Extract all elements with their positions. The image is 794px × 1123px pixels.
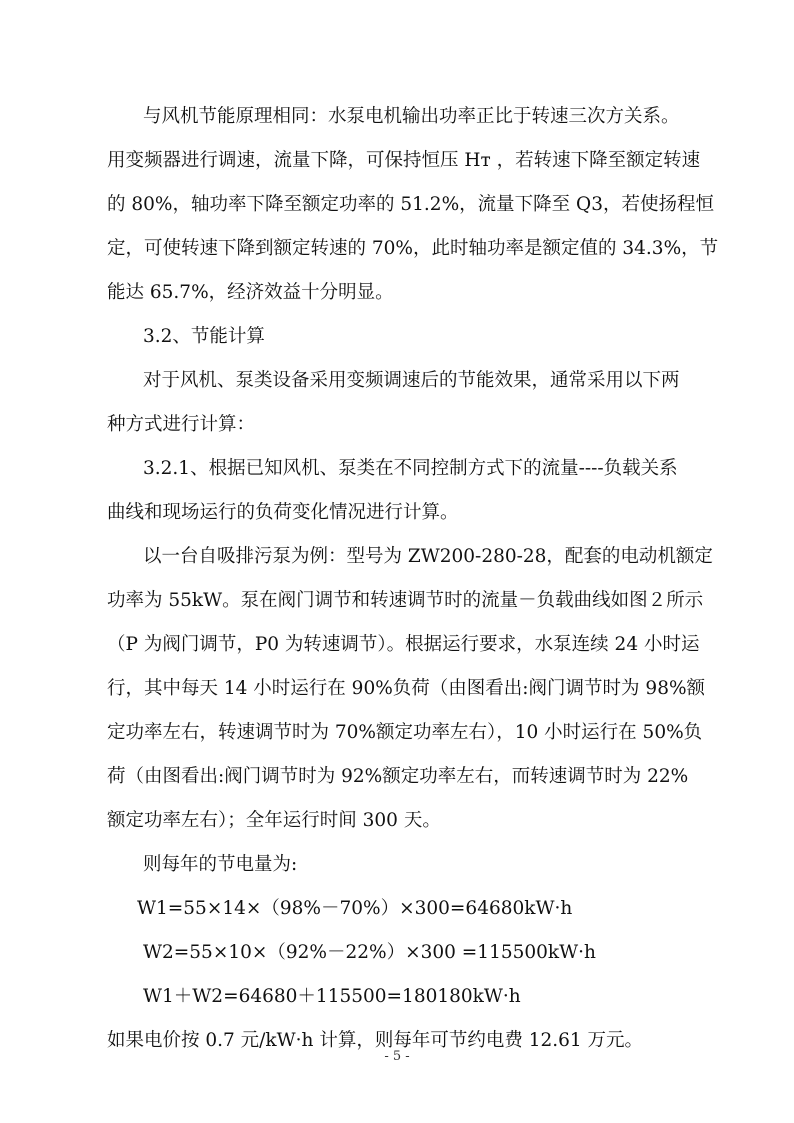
paragraph-line: 则每年的节电量为: <box>143 854 298 875</box>
paragraph-line: 能达 65.7%，经济效益十分明显。 <box>107 282 394 303</box>
section-heading: 3.2、节能计算 <box>143 326 265 347</box>
paragraph-line: 功率为 55kW。泵在阀门调节和转速调节时的流量－负载曲线如图２所示 <box>107 590 704 611</box>
paragraph-line: 以一台自吸排污泵为例：型号为 ZW200-280-28，配套的电动机额定 <box>143 546 713 567</box>
paragraph-line: （P 为阀门调节，P0 为转速调节）。根据运行要求，水泵连续 24 小时运 <box>107 634 700 655</box>
page-number: - 5 - <box>384 1049 410 1064</box>
paragraph-line: 用变频器进行调速，流量下降，可保持恒压 Hт ，若转速下降至额定转速 <box>107 150 701 171</box>
paragraph-line: 对于风机、泵类设备采用变频调速后的节能效果，通常采用以下两 <box>143 370 680 391</box>
paragraph-line: 3.2.1、根据已知风机、泵类在不同控制方式下的流量----负载关系 <box>143 458 678 479</box>
paragraph-line: 与风机节能原理相同：水泵电机输出功率正比于转速三次方关系。 <box>143 106 680 127</box>
formula-w1: W1=55×14×（98%－70%）×300=64680kW·h <box>137 898 573 919</box>
formula-w2: W2=55×10×（92%－22%）×300 =115500kW·h <box>143 942 596 963</box>
paragraph-line: 定，可使转速下降到额定转速的 70%，此时轴功率是额定值的 34.3%，节 <box>107 238 719 259</box>
paragraph-line: 荷（由图看出:阀门调节时为 92%额定功率左右，而转速调节时为 22% <box>107 766 689 787</box>
paragraph-line: 的 80%，轴功率下降至额定功率的 51.2%，流量下降至 Q3，若使扬程恒 <box>107 194 714 215</box>
conclusion-line: 如果电价按 0.7 元/kW·h 计算，则每年可节约电费 12.61 万元。 <box>107 1030 644 1051</box>
paragraph-line: 种方式进行计算： <box>107 414 256 435</box>
paragraph-line: 定功率左右，转速调节时为 70%额定功率左右），10 小时运行在 50%负 <box>107 722 703 743</box>
paragraph-line: 曲线和现场运行的负荷变化情况进行计算。 <box>107 502 459 523</box>
formula-total: W1＋W2=64680＋115500=180180kW·h <box>143 986 521 1007</box>
paragraph-line: 额定功率左右）；全年运行时间 300 天。 <box>107 810 441 831</box>
paragraph-line: 行，其中每天 14 小时运行在 90%负荷（由图看出:阀门调节时为 98%额 <box>107 678 706 699</box>
